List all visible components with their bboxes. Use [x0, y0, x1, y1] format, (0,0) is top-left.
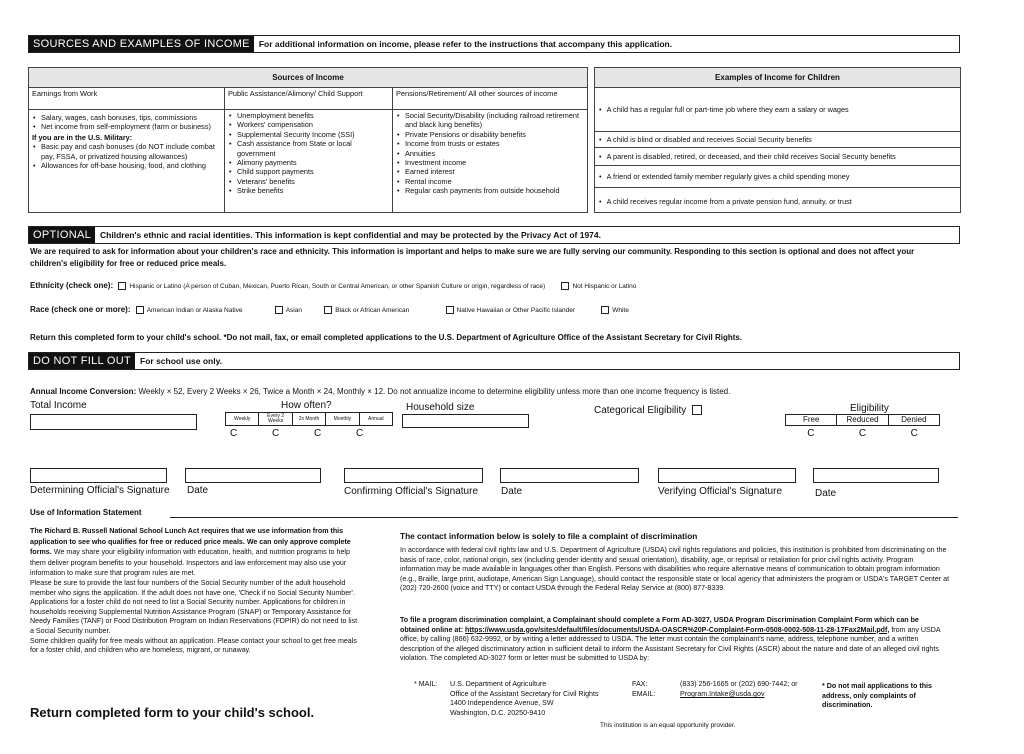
- categorical-label: [594, 405, 705, 416]
- eligibility-radio[interactable]: C: [910, 428, 918, 439]
- mail-address-line: Office of the Assistant Secretary for Civil Rights: [450, 689, 599, 698]
- pensions-item: • Private Pensions or disability benefits: [396, 130, 584, 139]
- eligibility-table: [785, 414, 940, 426]
- public-assistance-item: • Child support payments: [228, 167, 389, 176]
- confirming-signature-label: Confirming Official's Signature: [344, 486, 479, 497]
- ethnicity-hispanic-checkbox[interactable]: [118, 282, 126, 290]
- fax-value: (833) 256-1665 or (202) 690-7442; or: [680, 680, 798, 688]
- mail-note: * Do not mail applications to this address, only complaints of discrimination.: [822, 682, 932, 710]
- optional-bar: [28, 226, 960, 244]
- race-asian-checkbox[interactable]: [275, 306, 283, 314]
- mail-address: [450, 680, 625, 718]
- return-completed-form: Return completed form to your child's school.: [30, 705, 315, 720]
- use-of-info-column: [30, 526, 360, 656]
- col-pensions: [393, 88, 587, 212]
- military-item: • Allowances for off-base housing, food, and clothing: [32, 161, 221, 170]
- use-of-info-para1: We may share your eligibility information with education, health, and nutrition programs to help them deliver program benefits to your household. Inspectors and law enforcement may also use your information to make sure that program rules are met.: [30, 548, 350, 578]
- public-assistance-item: • Unemployment benefits: [228, 111, 389, 120]
- race-american-indian-checkbox[interactable]: [136, 306, 144, 314]
- race-black-label: Black or African American: [335, 307, 410, 314]
- optional-text: Children's ethnic and racial identities. This information is kept confidential and may be protected by the Privacy Act of 1974.: [100, 230, 601, 240]
- household-size-field[interactable]: [402, 414, 529, 428]
- determining-signature-field[interactable]: [30, 468, 167, 483]
- conversion-text: Weekly × 52, Every 2 Weeks × 26, Twice a Month × 24, Monthly × 12. Do not annualize income to determine eligibility unless more than one income frequency is listed.: [138, 387, 731, 396]
- use-of-info-para3: Some children qualify for free meals without an application. Please contact your school to get free meals for a foster child, and children who are homeless, migrant, or runaway.: [30, 636, 357, 655]
- public-assistance-item: • Alimony payments: [228, 158, 389, 167]
- confirming-date-label: Date: [501, 486, 523, 497]
- ethnicity-label: Ethnicity (check one):: [30, 281, 114, 290]
- discrimination-para2: [400, 616, 950, 664]
- frequency-option-label: Annual: [368, 415, 384, 422]
- example-row: • A friend or extended family member regularly gives a child spending money: [595, 166, 960, 188]
- pensions-item: • Rental income: [396, 177, 584, 186]
- frequency-option-label: Monthly: [326, 413, 359, 425]
- race-american-indian-label: American Indian or Alaska Native: [146, 307, 243, 314]
- verifying-date-label: Date: [815, 488, 837, 499]
- earnings-item: • Salary, wages, cash bonuses, tips, commissions: [32, 113, 221, 122]
- public-assistance-item: • Cash assistance from State or local government: [228, 139, 389, 158]
- eligibility-label: Eligibility: [850, 403, 889, 414]
- example-row: • A child has a regular full or part-time job where they earn a salary or wages: [595, 88, 960, 132]
- sources-table-header: Sources of Income: [29, 68, 587, 88]
- pensions-item: • Regular cash payments from outside household: [396, 186, 584, 195]
- total-income-field[interactable]: [30, 414, 197, 430]
- examples-table: [594, 67, 961, 213]
- race-hawaiian-checkbox[interactable]: [446, 306, 454, 314]
- eligibility-radio[interactable]: C: [858, 428, 867, 439]
- sources-tag: SOURCES AND EXAMPLES OF INCOME: [29, 36, 254, 52]
- ethnicity-not-hispanic-label: Not Hispanic or Latino: [572, 283, 637, 290]
- email-value[interactable]: Program.Intake@usda.gov: [680, 690, 765, 698]
- discrimination-heading: The contact information below is solely to file a complaint of discrimination: [400, 531, 698, 541]
- total-income-label: Total Income: [30, 400, 87, 411]
- eligibility-radios: [785, 428, 940, 442]
- pensions-item: • Earned interest: [396, 167, 584, 176]
- complaint-form-link[interactable]: https://www.usda.gov/sites/default/files/documents/USDA-OASCR%20P-Complaint-Form-0508-0002-508-11-28-17Fax2Mail.pdf,: [465, 625, 890, 634]
- mail-address-line: U.S. Department of Agriculture: [450, 680, 547, 688]
- household-size-label: Household size: [406, 402, 475, 413]
- frequency-option-label: Weekly: [226, 413, 259, 425]
- pensions-item: • Social Security/Disability (including railroad retirement and black lung benefits): [396, 111, 584, 130]
- frequency-radio[interactable]: C: [230, 428, 238, 439]
- discrimination-para1: In accordance with federal civil rights law and U.S. Department of Agriculture (USDA) civil rights regulations and policies, this institution is prohibited from discriminating on the basis of race, color, national origin, sex (including gender identity and sexual orientation), disability, age, or reprisal or retaliation for prior civil rights activity. Program information may be made available in languages other than English. Persons with disabilities who require alternative means of communication to obtain program information (e.g., Braille, large print, audiotape, American Sign Language), should contact the responsible state or local agency that administers the program or USDA's TARGET Center at (202) 720-2600 (voice and TTY) or contact USDA through the Federal Relay Service at (800) 877-8339.: [400, 546, 950, 593]
- determining-date-label: Date: [187, 485, 209, 496]
- email-label: EMAIL:: [632, 690, 656, 698]
- col-public-header: Public Assistance/Alimony/ Child Support: [225, 88, 392, 110]
- example-row: • A parent is disabled, retired, or deceased, and their child receives Social Security benefits: [595, 148, 960, 166]
- return-line: Return this completed form to your child's school. *Do not mail, fax, or email completed applications to the U.S. Department of Agriculture Office of the Assistant Secretary for Civil Rights.: [30, 333, 743, 342]
- public-assistance-item: • Workers' compensation: [228, 120, 389, 129]
- frequency-radios: [225, 428, 393, 442]
- discrimination-para2-rest: from any USDA office, by calling (866) 632-9992, or by writing a letter addressed to USDA. The letter must contain the complainant's name, address, telephone number, and a written description of the alleged discriminatory action in sufficient detail to inform the Assistant Secretary for Civil Rights (ASCR) about the nature and date of an alleged civil rights violation. The completed AD-3027 form or letter must be submitted to USDA by:: [400, 625, 941, 663]
- eligibility-option-label: Free: [786, 415, 837, 425]
- frequency-radio[interactable]: C: [314, 428, 322, 439]
- race-label: Race (check one or more):: [30, 305, 131, 314]
- determining-date-field[interactable]: [185, 468, 321, 483]
- eligibility-radio[interactable]: C: [807, 428, 815, 439]
- public-assistance-item: • Strike benefits: [228, 186, 389, 195]
- frequency-radio[interactable]: C: [272, 428, 280, 439]
- eligibility-option-label: Denied: [901, 415, 927, 424]
- race-black-checkbox[interactable]: [324, 306, 332, 314]
- col-public-assistance: [225, 88, 393, 212]
- conversion-label: Annual Income Conversion:: [30, 387, 137, 396]
- confirming-date-field[interactable]: [500, 468, 639, 483]
- use-of-info-para2: Please be sure to provide the last four numbers of the Social Security number of the adult household member who signs the application. If the adult does not have one, 'Check if no Social Security Number'. Applications for a foster child do not need to list a Social Security number. Applications for children in households receiving Supplemental Nutrition Assistance Program (SNAP) or Temporary Assistance for Needy Families (TANF) or Food Distribution Program on Indian Reservations (FDPIR) do not need to list a Social Security number.: [30, 578, 358, 635]
- how-often-label: How often?: [281, 400, 332, 411]
- confirming-signature-field[interactable]: [344, 468, 483, 483]
- race-white-label: White: [612, 307, 629, 314]
- fax-label: FAX:: [632, 680, 648, 688]
- optional-intro: We are required to ask for information about your children's race and ethnicity. This information is important and helps to make sure we are fully serving our community. Responding to this section is optional and does not affect your children's eligibility for free or reduced price meals.: [30, 247, 915, 268]
- discrimination-para2-bold: To file a program discrimination complaint, a Complainant should complete a Form AD-3027, USDA Program Discrimination Complaint Form which can be obtained online at:: [400, 616, 919, 634]
- col-earnings: [29, 88, 225, 212]
- pensions-item: • Investment income: [396, 158, 584, 167]
- equal-opportunity-footer: This institution is an equal opportunity provider.: [600, 722, 736, 729]
- military-heading: If you are in the U.S. Military:: [32, 132, 133, 142]
- ethnicity-row: [30, 281, 960, 290]
- race-white-checkbox[interactable]: [601, 306, 609, 314]
- col-earnings-header: Earnings from Work: [29, 88, 224, 110]
- ethnicity-hispanic-label: Hispanic or Latino (A person of Cuban, Mexican, Puerto Rican, South or Central American, or other Spanish Culture or origin, regardless of race): [129, 283, 546, 290]
- frequency-radio[interactable]: C: [356, 428, 364, 439]
- sources-text: For additional information on income, please refer to the instructions that accompany this application.: [258, 39, 673, 49]
- col-pensions-header: Pensions/Retirement/ All other sources of income: [393, 88, 587, 110]
- optional-tag: OPTIONAL: [29, 227, 95, 243]
- public-assistance-item: • Supplemental Security Income (SSI): [228, 130, 389, 139]
- verifying-date-field[interactable]: [813, 468, 939, 483]
- sources-table: [28, 67, 588, 213]
- pensions-item: • Income from trusts or estates: [396, 139, 584, 148]
- race-row: [30, 305, 960, 314]
- race-asian-label: Asian: [285, 307, 302, 314]
- use-of-info-bold-para: The Richard B. Russell National School Lunch Act requires that we use information from this application to see who qualifies for free or reduced price meals. We can only approve complete forms.: [30, 527, 351, 557]
- example-row: • A child receives regular income from a private pension fund, annuity, or trust: [599, 196, 852, 206]
- ethnicity-not-hispanic-checkbox[interactable]: [561, 282, 569, 290]
- military-item: • Basic pay and cash bonuses (do NOT include combat pay, FSSA, or privatized housing allowances): [32, 142, 221, 161]
- eligibility-option-label: Reduced: [837, 415, 888, 425]
- determining-signature-label: Determining Official's Signature: [30, 485, 170, 496]
- dnf-tag: DO NOT FILL OUT: [29, 353, 135, 369]
- pensions-item: • Annuities: [396, 149, 584, 158]
- earnings-item: • Net income from self-employment (farm or business): [32, 122, 221, 131]
- example-row: • A child is blind or disabled and receives Social Security benefits: [595, 132, 960, 148]
- frequency-option-label: 2x Month: [293, 413, 326, 425]
- public-assistance-item: • Veterans' benefits: [228, 177, 389, 186]
- frequency-table: [225, 412, 393, 426]
- categorical-checkbox[interactable]: [692, 405, 702, 415]
- verifying-signature-field[interactable]: [658, 468, 796, 483]
- conversion-line: [30, 387, 960, 396]
- mail-address-line: 1400 Independence Avenue, SW: [450, 699, 554, 708]
- race-hawaiian-label: Native Hawaiian or Other Pacific Islander: [456, 307, 575, 314]
- use-of-info-rule: [170, 517, 958, 518]
- use-of-info-heading: Use of Information Statement: [30, 508, 142, 517]
- dnf-text: For school use only.: [140, 356, 223, 366]
- mail-address-line: Washington, D.C. 20250-9410: [450, 708, 546, 717]
- sources-bar: [28, 35, 960, 53]
- examples-table-header: Examples of Income for Children: [595, 68, 960, 88]
- verifying-signature-label: Verifying Official's Signature: [658, 486, 783, 497]
- categorical-text: Categorical Eligibility: [594, 405, 687, 416]
- mail-label: * MAIL:: [414, 680, 438, 688]
- frequency-option-label: Every 2 Weeks: [259, 413, 292, 425]
- dnf-bar: [28, 352, 960, 370]
